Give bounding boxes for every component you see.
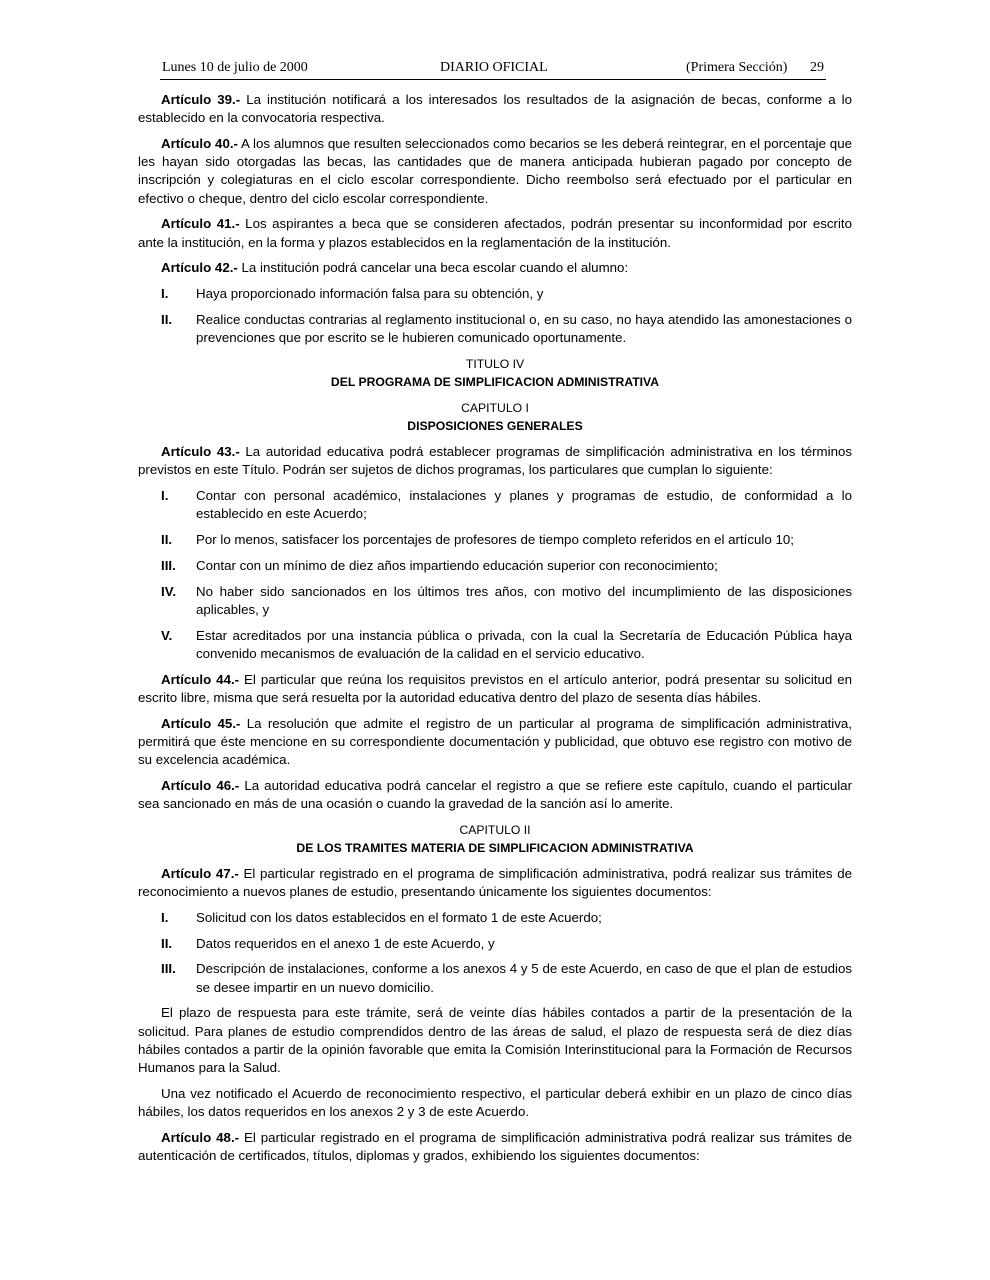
article-label: Artículo 48.-: [161, 1129, 240, 1145]
article-text: El particular registrado en el programa de simplificación administrativa, podrá realizar sus trámites de reconocimiento a nuevos planes de estudio, presentando únicamente los siguientes documentos:: [138, 865, 852, 899]
article-text: La resolución que admite el registro de un particular al programa de simplificación administrativa, permitirá que éste mencione en su correspondiente documentación y publicidad, que obtuvo ese registro con motivo de su excelencia académica.: [138, 715, 852, 767]
item-text: Haya proporcionado información falsa para su obtención, y: [196, 286, 544, 302]
item-number: I.: [161, 909, 169, 925]
titulo-title: DEL PROGRAMA DE SIMPLIFICACION ADMINISTRATIVA: [330, 375, 660, 389]
list-item: [138, 557, 852, 575]
article-45: [138, 715, 852, 770]
article-label: Artículo 40.-: [161, 136, 238, 151]
list-item: [138, 935, 852, 953]
item-text: Realice conductas contrarias al reglamento institucional o, en su caso, no haya atendido las amonestaciones o prevenciones que por escrito se le hubieren comunicado oportunamente.: [196, 312, 852, 346]
article-46: [138, 777, 852, 813]
article-label: Artículo 46.-: [161, 777, 240, 793]
list-item: [138, 487, 852, 523]
page-header: [160, 59, 826, 80]
item-number: V.: [161, 627, 173, 643]
article-47: [138, 865, 852, 901]
article-41: [138, 215, 852, 251]
header-publication: DIARIO OFICIAL: [440, 60, 548, 75]
article-text: La institución podrá cancelar una beca escolar cuando el alumno:: [237, 260, 629, 276]
item-number: III.: [161, 961, 176, 977]
item-number: III.: [161, 557, 176, 573]
list-item: [138, 285, 852, 303]
list-item: [138, 960, 852, 996]
article-text: El particular registrado en el programa de simplificación administrativa podrá realizar sus trámites de autenticación de certificados, títulos, diplomas y grados, exhibiendo los siguientes documentos:: [138, 1129, 852, 1163]
article-label: Artículo 43.-: [161, 444, 240, 459]
article-40: [138, 135, 852, 208]
header-date: Lunes 10 de julio de 2000: [162, 60, 308, 75]
item-text: Por lo menos, satisfacer los porcentajes de profesores de tiempo completo referidos en el artículo 10;: [196, 532, 794, 547]
document-body: [138, 91, 852, 1173]
article-42: [138, 259, 852, 277]
header-page-number: 29: [810, 60, 824, 75]
article-text: La autoridad educativa podrá establecer programas de simplificación administrativa en los términos previstos en este Título. Podrán ser sujetos de dichos programas, los particulares que cumplan lo siguiente:: [138, 444, 853, 478]
capitulo-label: CAPITULO II: [459, 822, 531, 837]
article-text: A los alumnos que resulten seleccionados como becarios se les deberá reintegrar, en el porcentaje que les hayan sido otorgadas las becas, las cantidades que de manera anticipada hubieran pagado por concepto de inscripción y colegiaturas en el ciclo escolar correspondiente. Dicho reembolso será efectuado por el particular en efectivo o cheque, dentro del ciclo escolar correspondiente.: [138, 136, 852, 206]
item-number: II.: [161, 532, 173, 547]
capitulo-label: CAPITULO I: [461, 401, 529, 415]
list-item: [138, 311, 852, 347]
article-text: El particular que reúna los requisitos previstos en el artículo anterior, podrá presentar su solicitud en escrito libre, misma que será resuelta por la autoridad educativa dentro del plazo de sesenta días hábiles.: [138, 671, 852, 705]
titulo-label: TITULO IV: [465, 357, 525, 371]
article-39: [138, 91, 852, 127]
article-47-paragraph: Una vez notificado el Acuerdo de reconocimiento respectivo, el particular deberá exhibir en un plazo de cinco días hábiles, los datos requeridos en los anexos 2 y 3 de este Acuerdo.: [138, 1085, 852, 1119]
item-number: II.: [161, 312, 173, 327]
article-48: [138, 1129, 852, 1165]
article-label: Artículo 44.-: [161, 671, 240, 687]
list-item: [138, 627, 852, 663]
article-47-paragraph: El plazo de respuesta para este trámite, será de veinte días hábiles contados a partir de la presentación de la solicitud. Para planes de estudio comprendidos dentro de las áreas de salud, el plazo de respuesta será de diez días hábiles contados a partir de la opinión favorable que emita la Comisión Interinstitucional para la Formación de Recursos Humanos para la Salud.: [138, 1005, 852, 1075]
item-text: Datos requeridos en el anexo 1 de este Acuerdo, y: [196, 935, 495, 951]
item-text: Contar con personal académico, instalaciones y planes y programas de estudio, de conformidad a lo establecido en este Acuerdo;: [196, 488, 852, 522]
item-number: IV.: [161, 583, 177, 599]
article-text: La autoridad educativa podrá cancelar el registro a que se refiere este capítulo, cuando el particular sea sancionado en más de una ocasión o cuando la gravedad de la sanción así lo amerite.: [138, 777, 852, 811]
article-label: Artículo 42.-: [161, 260, 238, 276]
capitulo-title: DE LOS TRAMITES MATERIA DE SIMPLIFICACION ADMINISTRATIVA: [296, 840, 694, 855]
capitulo-title: DISPOSICIONES GENERALES: [407, 419, 583, 433]
article-text: La institución notificará a los interesados los resultados de la asignación de becas, conforme a lo establecido en la convocatoria respectiva.: [138, 92, 852, 126]
article-label: Artículo 39.-: [161, 92, 241, 107]
list-item: [138, 909, 852, 927]
header-section: (Primera Sección): [686, 60, 788, 75]
article-text: Los aspirantes a beca que se consideren afectados, podrán presentar su inconformidad por escrito ante la institución, en la forma y plazos establecidos en la reglamentación de la institución.: [138, 216, 852, 250]
item-number: II.: [161, 935, 173, 951]
list-item: [138, 531, 852, 549]
article-label: Artículo 41.-: [161, 216, 240, 232]
article-44: [138, 671, 852, 707]
item-number: I.: [161, 286, 169, 302]
item-text: No haber sido sancionados en los últimos tres años, con motivo del incumplimiento de las disposiciones aplicables, y: [196, 583, 852, 617]
article-43: [138, 443, 852, 479]
item-text: Contar con un mínimo de diez años impartiendo educación superior con reconocimiento;: [196, 557, 718, 573]
item-number: I.: [161, 488, 169, 503]
item-text: Solicitud con los datos establecidos en el formato 1 de este Acuerdo;: [196, 909, 602, 925]
item-text: Estar acreditados por una instancia pública o privada, con la cual la Secretaría de Educación Pública haya convenido mecanismos de evaluación de la calidad en el servicio educativo.: [196, 627, 852, 661]
article-label: Artículo 45.-: [161, 715, 241, 731]
list-item: [138, 583, 852, 619]
article-label: Artículo 47.-: [161, 865, 239, 881]
item-text: Descripción de instalaciones, conforme a los anexos 4 y 5 de este Acuerdo, en caso de que el plan de estudios se desee impartir en un nuevo domicilio.: [196, 961, 852, 995]
